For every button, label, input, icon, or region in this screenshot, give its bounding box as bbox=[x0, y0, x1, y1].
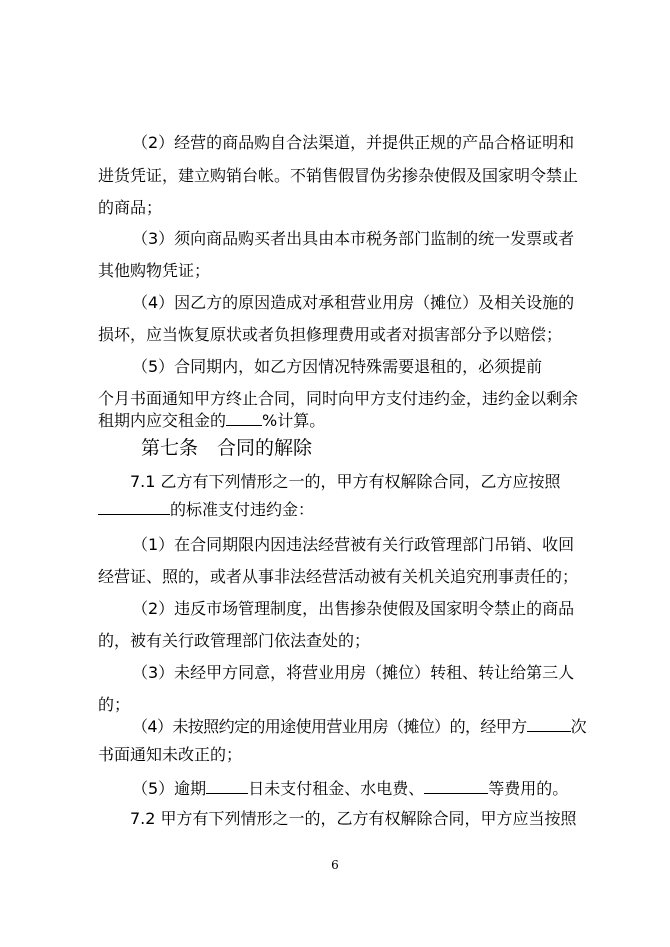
para-line: （1）在合同期限内因违法经营被有关行政管理部门吊销、收回 bbox=[132, 535, 575, 554]
para-line bbox=[132, 779, 612, 799]
para-line: 其他购物凭证； bbox=[98, 261, 211, 280]
fill-in-blank bbox=[424, 779, 488, 794]
text-fragment: 日未支付租金、水电费、 bbox=[248, 779, 425, 798]
para-line bbox=[98, 500, 578, 520]
page-number: 6 bbox=[331, 858, 339, 872]
fill-in-blank bbox=[527, 717, 571, 732]
para-line: 的，被有关行政管理部门依法查处的； bbox=[98, 631, 371, 650]
fill-in-blank bbox=[98, 500, 170, 515]
para-line: 个月书面通知甲方终止合同，同时向甲方支付违约金，违约金以剩余 bbox=[98, 389, 579, 408]
text-fragment: 次 bbox=[570, 717, 586, 736]
para-line: （3）未经甲方同意，将营业用房（摊位）转租、转让给第三人 bbox=[132, 663, 575, 682]
text-fragment: 等费用的。 bbox=[488, 779, 569, 798]
para-line: 的商品； bbox=[98, 198, 163, 217]
para-line: 的； bbox=[98, 695, 131, 714]
para-line: 7.2 甲方有下列情形之一的，乙方有权解除合同，甲方应当按照 bbox=[130, 809, 577, 828]
text-fragment: 的标准支付违约金： bbox=[170, 500, 315, 519]
para-line: （3）须向商品购买者出具由本市税务部门监制的统一发票或者 bbox=[132, 229, 575, 248]
para-line: （2）经营的商品购自合法渠道，并提供正规的产品合格证明和 bbox=[132, 133, 575, 152]
para-line: （4）因乙方的原因造成对承租营业用房（摊位）及相关设施的 bbox=[132, 293, 575, 312]
para-line: （5）合同期内，如乙方因情况特殊需要退租的，必须提前 bbox=[132, 357, 543, 376]
para-line: （2）违反市场管理制度，出售掺杂使假及国家明令禁止的商品 bbox=[132, 599, 575, 618]
para-line: 损坏，应当恢复原状或者负担修理费用或者对损害部分予以赔偿； bbox=[98, 325, 563, 344]
fill-in-blank bbox=[206, 779, 248, 794]
text-fragment: 租期内应交租金的 bbox=[98, 411, 227, 430]
para-line: 进货凭证，建立购销台帐。不销售假冒伪劣掺杂使假及国家明令禁止 bbox=[98, 166, 579, 185]
article-heading: 第七条 合同的解除 bbox=[141, 437, 313, 459]
para-line: 7.1 乙方有下列情形之一的，甲方有权解除合同，乙方应按照 bbox=[130, 472, 561, 491]
para-line: 经营证、照的，或者从事非法经营活动被有关机关追究刑事责任的； bbox=[98, 567, 579, 586]
para-line bbox=[132, 717, 612, 737]
text-fragment: （5）逾期 bbox=[132, 779, 207, 798]
text-fragment: %计算。 bbox=[262, 411, 326, 430]
para-line bbox=[98, 411, 578, 431]
fill-in-blank bbox=[226, 411, 262, 426]
text-fragment: （4）未按照约定的用途使用营业用房（摊位）的，经甲方 bbox=[132, 717, 527, 736]
para-line: 书面通知未改正的； bbox=[98, 745, 243, 764]
